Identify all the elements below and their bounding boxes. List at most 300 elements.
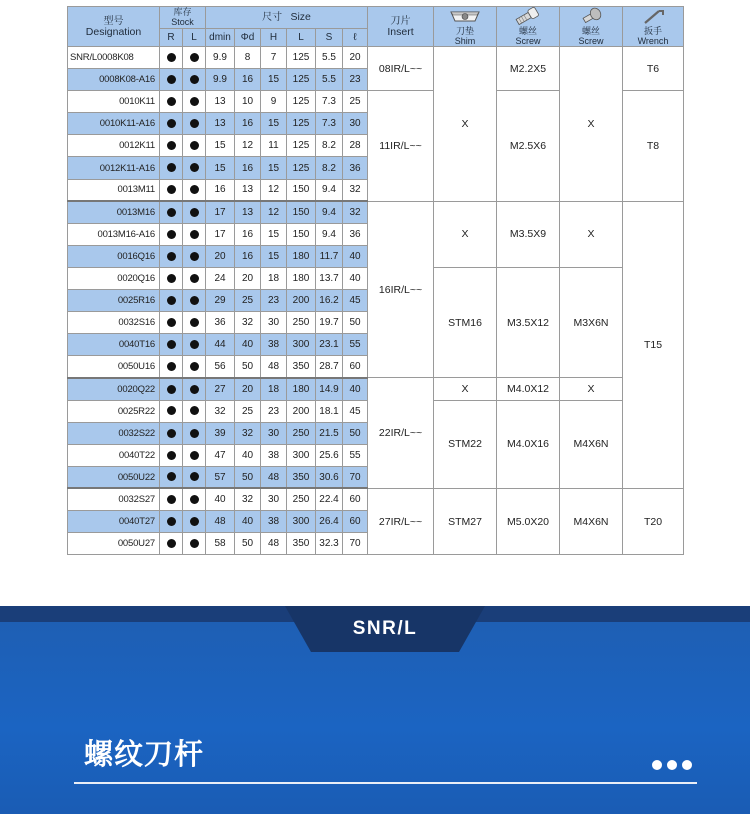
screw2-cell: X [560,47,623,202]
stock-dot-icon [190,472,199,481]
d-cell: 16 [235,69,261,91]
d-cell: 13 [235,201,261,223]
header-screw-1 [497,7,560,47]
stock-l-cell [183,47,206,69]
l-cell: 125 [287,113,316,135]
stock-l-cell [183,290,206,312]
screw2-cell: X [560,378,623,400]
designation-cell: 0050U27 [68,533,160,555]
s-cell: 9.4 [316,201,343,223]
insert-cell: 08IR/L~~ [368,47,434,91]
s-cell: 25.6 [316,444,343,466]
stock-dot-icon [167,340,176,349]
dmin-cell: 36 [206,312,235,334]
ell-cell: 40 [343,245,368,267]
designation-cell: 0032S22 [68,422,160,444]
d-cell: 16 [235,113,261,135]
stock-dot-icon [190,296,199,305]
l-cell: 180 [287,378,316,400]
stock-dot-icon [190,75,199,84]
header-shim-cn: 刀垫 [455,26,474,36]
h-cell: 15 [261,69,287,91]
dmin-cell: 13 [206,113,235,135]
header-h: H [261,28,287,46]
stock-r-cell [160,290,183,312]
header-wrench-en: Wrench [637,36,669,46]
stock-dot-icon [167,472,176,481]
ell-cell: 70 [343,533,368,555]
d-cell: 16 [235,245,261,267]
l-cell: 350 [287,466,316,488]
ell-cell: 55 [343,444,368,466]
stock-l-cell [183,201,206,223]
h-cell: 48 [261,533,287,555]
d-cell: 20 [235,378,261,400]
table-row [68,47,684,69]
table-row [68,378,684,400]
l-cell: 300 [287,510,316,532]
stock-dot-icon [167,274,176,283]
d-cell: 32 [235,422,261,444]
l-cell: 125 [287,91,316,113]
screw-head-icon [573,7,609,25]
designation-cell: 0040T16 [68,334,160,356]
header-ell: ℓ [343,28,368,46]
header-stock-l: L [183,28,206,46]
ell-cell: 28 [343,135,368,157]
dmin-cell: 44 [206,334,235,356]
h-cell: 23 [261,290,287,312]
d-cell: 32 [235,488,261,510]
l-cell: 300 [287,444,316,466]
d-cell: 12 [235,135,261,157]
stock-dot-icon [190,230,199,239]
stock-l-cell [183,69,206,91]
dmin-cell: 29 [206,290,235,312]
dmin-cell: 20 [206,245,235,267]
designation-cell: SNR/L0008K08 [68,47,160,69]
ell-cell: 23 [343,69,368,91]
header-screw-2-cn: 螺丝 [581,26,600,36]
d-cell: 25 [235,290,261,312]
header-shim-en: Shim [454,36,476,46]
h-cell: 15 [261,223,287,245]
stock-l-cell [183,223,206,245]
screw2-cell: M3X6N [560,267,623,377]
stock-dot-icon [167,517,176,526]
screw1-cell: M4.0X16 [497,400,560,488]
dmin-cell: 15 [206,157,235,179]
dmin-cell: 40 [206,488,235,510]
screw2-cell: M4X6N [560,400,623,488]
h-cell: 9 [261,91,287,113]
stock-dot-icon [167,429,176,438]
s-cell: 16.2 [316,290,343,312]
s-cell: 8.2 [316,135,343,157]
stock-dot-icon [167,252,176,261]
stock-dot-icon [167,296,176,305]
designation-cell: 0032S27 [68,488,160,510]
header-designation-en: Designation [85,25,142,38]
designation-cell: 0025R22 [68,400,160,422]
ell-cell: 60 [343,488,368,510]
stock-r-cell [160,267,183,289]
stock-l-cell [183,533,206,555]
s-cell: 7.3 [316,113,343,135]
s-cell: 5.5 [316,69,343,91]
ell-cell: 40 [343,267,368,289]
stock-dot-icon [167,53,176,62]
h-cell: 48 [261,466,287,488]
l-cell: 180 [287,267,316,289]
ell-cell: 32 [343,201,368,223]
dmin-cell: 39 [206,422,235,444]
stock-dot-icon [167,362,176,371]
stock-r-cell [160,201,183,223]
designation-cell: 0012K11-A16 [68,157,160,179]
dmin-cell: 32 [206,400,235,422]
header-shim [434,7,497,47]
d-cell: 25 [235,400,261,422]
stock-l-cell [183,510,206,532]
header-wrench-cn: 扳手 [643,26,662,36]
stock-dot-icon [167,406,176,415]
stock-r-cell [160,223,183,245]
stock-r-cell [160,179,183,201]
stock-dot-icon [167,75,176,84]
dmin-cell: 15 [206,135,235,157]
screw2-cell: M4X6N [560,488,623,554]
designation-cell: 0013M16 [68,201,160,223]
stock-l-cell [183,488,206,510]
stock-r-cell [160,91,183,113]
dmin-cell: 17 [206,223,235,245]
d-cell: 40 [235,510,261,532]
stock-r-cell [160,334,183,356]
stock-dot-icon [167,208,176,217]
shim-cell: STM22 [434,400,497,488]
designation-cell: 0050U16 [68,356,160,378]
h-cell: 23 [261,400,287,422]
ell-cell: 40 [343,378,368,400]
stock-dot-icon [190,97,199,106]
wrench-cell: T6 [623,47,684,91]
header-insert [368,7,434,47]
s-cell: 13.7 [316,267,343,289]
stock-dot-icon [190,517,199,526]
wrench-cell: T20 [623,488,684,554]
s-cell: 28.7 [316,356,343,378]
wrench-cell: T8 [623,91,684,201]
header-stock-cn: 库存 [173,7,192,18]
h-cell: 15 [261,157,287,179]
stock-dot-icon [167,185,176,194]
stock-dot-icon [190,385,199,394]
designation-cell: 0025R16 [68,290,160,312]
ell-cell: 45 [343,400,368,422]
header-phi-d: Φd [235,28,261,46]
ell-cell: 30 [343,113,368,135]
h-cell: 7 [261,47,287,69]
l-cell: 150 [287,223,316,245]
ell-cell: 32 [343,179,368,201]
stock-l-cell [183,312,206,334]
s-cell: 32.3 [316,533,343,555]
designation-cell: 0013M11 [68,179,160,201]
stock-l-cell [183,267,206,289]
d-cell: 50 [235,356,261,378]
designation-cell: 0010K11-A16 [68,113,160,135]
header-stock-en: Stock [171,17,194,28]
screw1-cell: M3.5X12 [497,267,560,377]
ell-cell: 70 [343,466,368,488]
l-cell: 350 [287,533,316,555]
dmin-cell: 47 [206,444,235,466]
heading-underline [74,782,697,784]
stock-r-cell [160,510,183,532]
header-s: S [316,28,343,46]
stock-r-cell [160,400,183,422]
s-cell: 26.4 [316,510,343,532]
insert-cell: 22IR/L~~ [368,378,434,488]
h-cell: 18 [261,378,287,400]
d-cell: 16 [235,157,261,179]
designation-cell: 0040T27 [68,510,160,532]
dmin-cell: 56 [206,356,235,378]
stock-dot-icon [190,429,199,438]
s-cell: 11.7 [316,245,343,267]
stock-dot-icon [167,451,176,460]
header-size [206,7,368,29]
h-cell: 30 [261,488,287,510]
l-cell: 125 [287,135,316,157]
h-cell: 15 [261,245,287,267]
stock-r-cell [160,135,183,157]
ell-cell: 60 [343,510,368,532]
ell-cell: 20 [343,47,368,69]
designation-cell: 0010K11 [68,91,160,113]
stock-dot-icon [167,318,176,327]
insert-cell: 11IR/L~~ [368,91,434,201]
header-l: L [287,28,316,46]
d-cell: 40 [235,334,261,356]
stock-r-cell [160,312,183,334]
shim-icon [447,7,483,25]
s-cell: 18.1 [316,400,343,422]
stock-dot-icon [167,119,176,128]
stock-r-cell [160,245,183,267]
s-cell: 9.4 [316,179,343,201]
ell-cell: 50 [343,422,368,444]
stock-dot-icon [167,141,176,150]
d-cell: 8 [235,47,261,69]
l-cell: 250 [287,488,316,510]
header-insert-cn: 刀片 [390,15,411,27]
ell-cell: 36 [343,157,368,179]
h-cell: 12 [261,179,287,201]
stock-dot-icon [190,340,199,349]
dmin-cell: 13 [206,91,235,113]
shim-cell: STM16 [434,267,497,377]
dmin-cell: 17 [206,201,235,223]
stock-dot-icon [167,539,176,548]
dmin-cell: 16 [206,179,235,201]
stock-dot-icon [190,495,199,504]
d-cell: 40 [235,444,261,466]
h-cell: 38 [261,510,287,532]
stock-l-cell [183,444,206,466]
header-size-en: Size [290,10,311,23]
stock-dot-icon [190,53,199,62]
d-cell: 20 [235,267,261,289]
d-cell: 16 [235,223,261,245]
stock-dot-icon [167,495,176,504]
shim-cell: STM27 [434,488,497,554]
stock-l-cell [183,135,206,157]
h-cell: 15 [261,113,287,135]
stock-dot-icon [190,451,199,460]
header-screw-1-cn: 螺丝 [518,26,537,36]
s-cell: 22.4 [316,488,343,510]
ell-cell: 25 [343,91,368,113]
banner-title: SNR/L [352,618,418,639]
designation-cell: 0013M16-A16 [68,223,160,245]
h-cell: 38 [261,334,287,356]
designation-cell: 0020Q22 [68,378,160,400]
stock-dot-icon [190,119,199,128]
header-dmin: dmin [206,28,235,46]
stock-dot-icon [190,274,199,283]
stock-l-cell [183,113,206,135]
designation-cell: 0008K08-A16 [68,69,160,91]
screw1-cell: M3.5X9 [497,201,560,267]
stock-dot-icon [167,97,176,106]
stock-l-cell [183,334,206,356]
l-cell: 125 [287,69,316,91]
screw1-cell: M5.0X20 [497,488,560,554]
spec-table-body [68,47,684,555]
header-size-cn: 尺寸 [262,11,283,23]
s-cell: 30.6 [316,466,343,488]
stock-l-cell [183,400,206,422]
header-wrench [623,7,684,47]
h-cell: 38 [261,444,287,466]
stock-r-cell [160,113,183,135]
stock-r-cell [160,378,183,400]
d-cell: 13 [235,179,261,201]
shim-cell: X [434,47,497,202]
screw1-cell: M2.2X5 [497,47,560,91]
header-insert-en: Insert [387,25,414,38]
stock-r-cell [160,69,183,91]
designation-cell: 0050U22 [68,466,160,488]
table-row [68,488,684,510]
stock-dot-icon [190,539,199,548]
l-cell: 125 [287,47,316,69]
dmin-cell: 48 [206,510,235,532]
s-cell: 14.9 [316,378,343,400]
screw2-cell: X [560,201,623,267]
h-cell: 12 [261,201,287,223]
d-cell: 50 [235,466,261,488]
d-cell: 50 [235,533,261,555]
designation-cell: 0032S16 [68,312,160,334]
stock-l-cell [183,157,206,179]
s-cell: 23.1 [316,334,343,356]
stock-dot-icon [190,252,199,261]
designation-cell: 0012K11 [68,135,160,157]
stock-l-cell [183,378,206,400]
more-dots-icon [652,760,692,770]
ell-cell: 36 [343,223,368,245]
stock-dot-icon [190,163,199,172]
s-cell: 19.7 [316,312,343,334]
stock-l-cell [183,422,206,444]
insert-cell: 27IR/L~~ [368,488,434,554]
table-row [68,201,684,223]
stock-r-cell [160,157,183,179]
stock-dot-icon [190,141,199,150]
d-cell: 10 [235,91,261,113]
stock-l-cell [183,245,206,267]
stock-l-cell [183,179,206,201]
stock-r-cell [160,488,183,510]
s-cell: 21.5 [316,422,343,444]
wrench-icon [635,7,671,25]
stock-dot-icon [190,362,199,371]
insert-cell: 16IR/L~~ [368,201,434,378]
stock-l-cell [183,356,206,378]
stock-r-cell [160,422,183,444]
stock-dot-icon [190,185,199,194]
stock-l-cell [183,91,206,113]
l-cell: 150 [287,201,316,223]
d-cell: 32 [235,312,261,334]
stock-l-cell [183,466,206,488]
header-designation-cn: 型号 [103,15,124,27]
h-cell: 48 [261,356,287,378]
stock-dot-icon [167,385,176,394]
section-heading: 螺纹刀杆 [84,737,205,771]
designation-cell: 0016Q16 [68,245,160,267]
header-stock [160,7,206,29]
stock-r-cell [160,356,183,378]
dmin-cell: 24 [206,267,235,289]
header-screw-2-en: Screw [578,36,604,46]
ell-cell: 60 [343,356,368,378]
stock-r-cell [160,466,183,488]
l-cell: 180 [287,245,316,267]
screw-icon [510,7,546,25]
wrench-cell: T15 [623,201,684,488]
header-designation [68,7,160,47]
screw1-cell: M4.0X12 [497,378,560,400]
h-cell: 30 [261,312,287,334]
s-cell: 8.2 [316,157,343,179]
s-cell: 5.5 [316,47,343,69]
stock-r-cell [160,444,183,466]
s-cell: 7.3 [316,91,343,113]
l-cell: 200 [287,290,316,312]
ell-cell: 50 [343,312,368,334]
h-cell: 18 [261,267,287,289]
stock-r-cell [160,47,183,69]
stock-dot-icon [167,163,176,172]
s-cell: 9.4 [316,223,343,245]
stock-dot-icon [190,406,199,415]
stock-dot-icon [167,230,176,239]
l-cell: 150 [287,179,316,201]
